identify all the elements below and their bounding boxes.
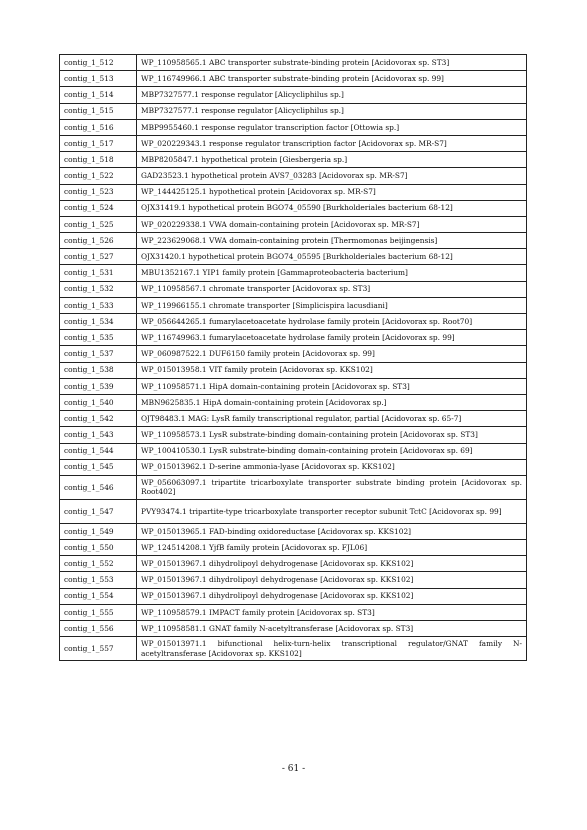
table-row (60, 427, 527, 443)
protein-description-cell: WP_119966155.1 chromate transporter [Simplicispira lacusdiani] (137, 297, 527, 313)
contig-id-cell: contig_1_550 (60, 540, 137, 556)
protein-description-cell: WP_015013967.1 dihydrolipoyl dehydrogenase [Acidovorax sp. KKS102] (137, 588, 527, 604)
contig-id-cell: contig_1_544 (60, 443, 137, 459)
protein-description-cell: WP_020229343.1 response regulator transcription factor [Acidovorax sp. MR-S7] (137, 135, 527, 151)
protein-description-cell: WP_116749963.1 fumarylacetoacetate hydrolase family protein [Acidovorax sp. 99] (137, 330, 527, 346)
table-row (60, 394, 527, 410)
table-row (60, 378, 527, 394)
contig-id-cell: contig_1_535 (60, 330, 137, 346)
page-number: - 61 - (281, 764, 306, 774)
contig-id-cell: contig_1_555 (60, 604, 137, 620)
table-row (60, 135, 527, 151)
protein-description-cell: WP_144425125.1 hypothetical protein [Acidovorax sp. MR-S7] (137, 184, 527, 200)
table-row (60, 249, 527, 265)
protein-description-cell: OJT98483.1 MAG: LysR family transcriptional regulator, partial [Acidovorax sp. 65-7] (137, 411, 527, 427)
protein-description-cell: WP_100410530.1 LysR substrate-binding domain-containing protein [Acidovorax sp. 69] (137, 443, 527, 459)
contig-id-cell: contig_1_546 (60, 475, 137, 499)
contig-id-cell: contig_1_532 (60, 281, 137, 297)
contig-id-cell: contig_1_534 (60, 314, 137, 330)
contig-id-cell: contig_1_552 (60, 556, 137, 572)
table-row (60, 604, 527, 620)
protein-description-cell: WP_060987522.1 DUF6150 family protein [Acidovorax sp. 99] (137, 346, 527, 362)
contig-id-cell: contig_1_515 (60, 103, 137, 119)
table-row (60, 103, 527, 119)
contig-id-cell: contig_1_539 (60, 378, 137, 394)
protein-description-cell: WP_015013962.1 D-serine ammonia-lyase [Acidovorax sp. KKS102] (137, 459, 527, 475)
contig-id-cell: contig_1_524 (60, 200, 137, 216)
contig-id-cell: contig_1_526 (60, 233, 137, 249)
contig-id-cell: contig_1_545 (60, 459, 137, 475)
table-row (60, 475, 527, 499)
contig-id-cell: contig_1_512 (60, 55, 137, 71)
contig-id-cell: contig_1_525 (60, 216, 137, 232)
contig-id-cell: contig_1_554 (60, 588, 137, 604)
protein-description-cell: MBP8205847.1 hypothetical protein [Giesbergeria sp.] (137, 152, 527, 168)
protein-description-cell: WP_020229338.1 VWA domain-containing protein [Acidovorax sp. MR-S7] (137, 216, 527, 232)
protein-description-cell: WP_015013971.1 bifunctional helix-turn-helix transcriptional regulator/GNAT family N-acetyltransferase [Acidovorax sp. KKS102] (137, 637, 527, 661)
table-row (60, 637, 527, 661)
protein-description-cell: WP_110958573.1 LysR substrate-binding domain-containing protein [Acidovorax sp. ST3] (137, 427, 527, 443)
protein-description-cell: MBU1352167.1 YIP1 family protein [Gammaproteobacteria bacterium] (137, 265, 527, 281)
contig-id-cell: contig_1_518 (60, 152, 137, 168)
contig-id-cell: contig_1_514 (60, 87, 137, 103)
protein-description-cell: MBP9955460.1 response regulator transcription factor [Ottowia sp.] (137, 119, 527, 135)
protein-description-cell: WP_015013958.1 VIT family protein [Acidovorax sp. KKS102] (137, 362, 527, 378)
protein-description-cell: OJX31420.1 hypothetical protein BGO74_05595 [Burkholderiales bacterium 68-12] (137, 249, 527, 265)
protein-description-cell: WP_015013965.1 FAD-binding oxidoreductase [Acidovorax sp. KKS102] (137, 523, 527, 539)
table-row (60, 523, 527, 539)
table-row (60, 588, 527, 604)
table-row (60, 168, 527, 184)
table-row (60, 281, 527, 297)
contig-id-cell: contig_1_531 (60, 265, 137, 281)
contig-id-cell: contig_1_537 (60, 346, 137, 362)
protein-description-cell: MBP7327577.1 response regulator [Alicycliphilus sp.] (137, 87, 527, 103)
table-row (60, 572, 527, 588)
protein-description-cell: WP_223629068.1 VWA domain-containing protein [Thermomonas beijingensis] (137, 233, 527, 249)
table-row (60, 297, 527, 313)
table-row (60, 362, 527, 378)
table-row (60, 540, 527, 556)
table-row (60, 87, 527, 103)
protein-description-cell: WP_056644265.1 fumarylacetoacetate hydrolase family protein [Acidovorax sp. Root70] (137, 314, 527, 330)
contig-id-cell: contig_1_540 (60, 394, 137, 410)
table-row (60, 184, 527, 200)
table-row (60, 152, 527, 168)
table-row (60, 499, 527, 523)
contig-id-cell: contig_1_517 (60, 135, 137, 151)
table-row (60, 314, 527, 330)
protein-description-cell: WP_056063097.1 tripartite tricarboxylate transporter substrate binding protein [Acidovorax sp. Root402] (137, 475, 527, 499)
table-row (60, 233, 527, 249)
contig-id-cell: contig_1_556 (60, 621, 137, 637)
protein-description-cell: WP_124514208.1 YjfB family protein [Acidovorax sp. FJL06] (137, 540, 527, 556)
contig-id-cell: contig_1_553 (60, 572, 137, 588)
contig-id-cell: contig_1_542 (60, 411, 137, 427)
contig-id-cell: contig_1_523 (60, 184, 137, 200)
protein-description-cell: WP_110958567.1 chromate transporter [Acidovorax sp. ST3] (137, 281, 527, 297)
table-row (60, 55, 527, 71)
contig-id-cell: contig_1_543 (60, 427, 137, 443)
protein-description-cell: WP_015013967.1 dihydrolipoyl dehydrogenase [Acidovorax sp. KKS102] (137, 556, 527, 572)
table-row (60, 621, 527, 637)
table-row (60, 459, 527, 475)
table-row (60, 346, 527, 362)
protein-description-cell: WP_015013967.1 dihydrolipoyl dehydrogenase [Acidovorax sp. KKS102] (137, 572, 527, 588)
protein-description-cell: OJX31419.1 hypothetical protein BGO74_05590 [Burkholderiales bacterium 68-12] (137, 200, 527, 216)
contig-id-cell: contig_1_513 (60, 71, 137, 87)
table-body (60, 55, 527, 661)
table-row (60, 411, 527, 427)
protein-description-cell: WP_110958579.1 IMPACT family protein [Acidovorax sp. ST3] (137, 604, 527, 620)
table-row (60, 119, 527, 135)
table-row (60, 330, 527, 346)
contig-id-cell: contig_1_522 (60, 168, 137, 184)
protein-description-cell: WP_116749966.1 ABC transporter substrate-binding protein [Acidovorax sp. 99] (137, 71, 527, 87)
table-row (60, 200, 527, 216)
table-row (60, 265, 527, 281)
table-row (60, 216, 527, 232)
protein-description-cell: MBP7327577.1 response regulator [Alicycliphilus sp.] (137, 103, 527, 119)
protein-description-cell: WP_110958565.1 ABC transporter substrate-binding protein [Acidovorax sp. ST3] (137, 55, 527, 71)
contig-id-cell: contig_1_557 (60, 637, 137, 661)
table-row (60, 556, 527, 572)
protein-description-cell: GAD23523.1 hypothetical protein AVS7_03283 [Acidovorax sp. MR-S7] (137, 168, 527, 184)
table-row (60, 443, 527, 459)
protein-description-cell: MBN9625835.1 HipA domain-containing protein [Acidovorax sp.] (137, 394, 527, 410)
contig-id-cell: contig_1_538 (60, 362, 137, 378)
contig-annotation-table (59, 54, 527, 661)
contig-id-cell: contig_1_533 (60, 297, 137, 313)
protein-description-cell: WP_110958571.1 HipA domain-containing protein [Acidovorax sp. ST3] (137, 378, 527, 394)
protein-description-cell: WP_110958581.1 GNAT family N-acetyltransferase [Acidovorax sp. ST3] (137, 621, 527, 637)
contig-id-cell: contig_1_549 (60, 523, 137, 539)
contig-id-cell: contig_1_547 (60, 499, 137, 523)
contig-id-cell: contig_1_527 (60, 249, 137, 265)
contig-id-cell: contig_1_516 (60, 119, 137, 135)
table-row (60, 71, 527, 87)
protein-description-cell: PVY93474.1 tripartite-type tricarboxylate transporter receptor subunit TctC [Acidovorax sp. 99] (137, 499, 527, 523)
